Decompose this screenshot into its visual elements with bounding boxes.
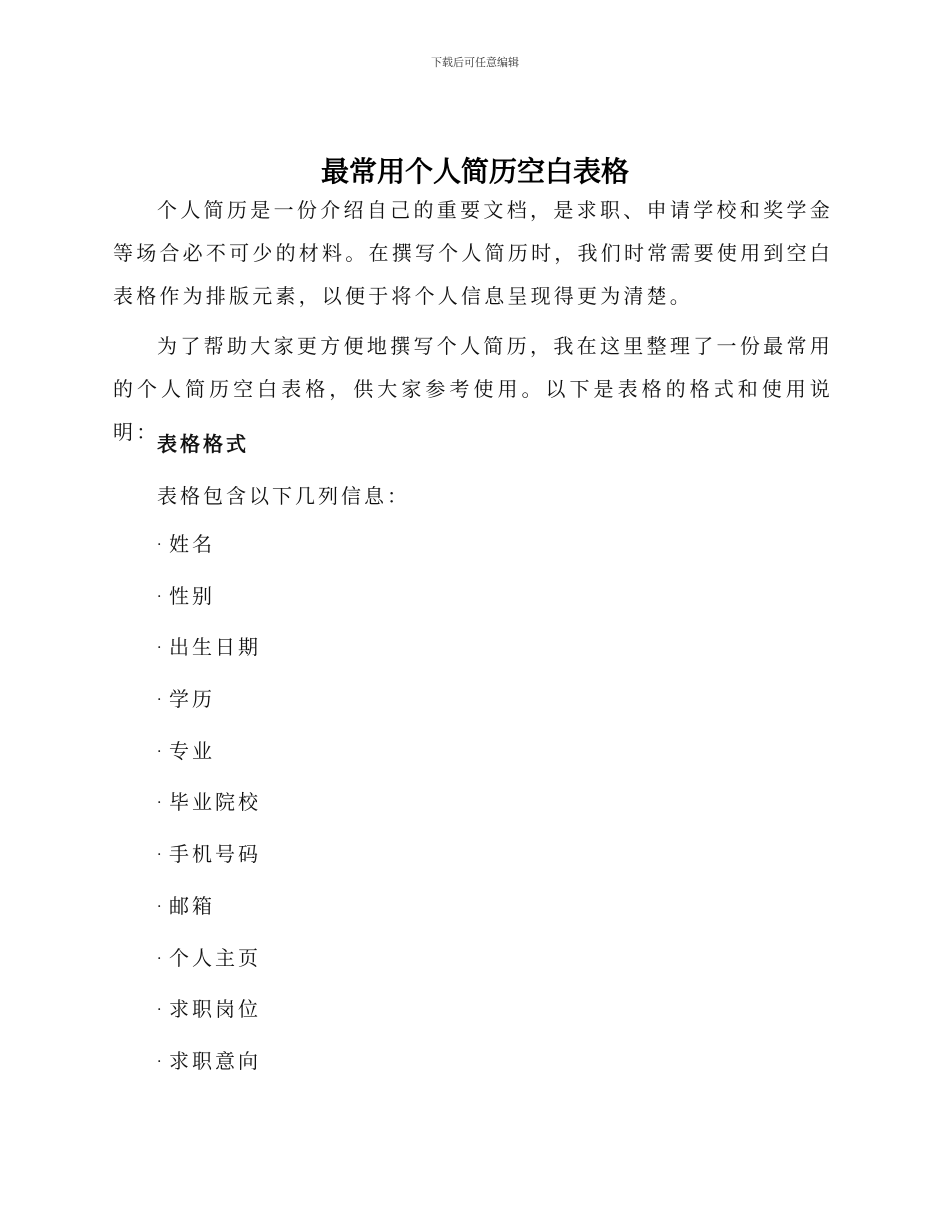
list-item-label: 学历 bbox=[169, 687, 215, 712]
list-item bbox=[157, 532, 261, 584]
document-title: 最常用个人简历空白表格 bbox=[320, 155, 629, 188]
list-item-label: 求职岗位 bbox=[169, 997, 261, 1022]
bullet-icon: · bbox=[157, 795, 165, 812]
list-item-label: 邮箱 bbox=[169, 893, 215, 918]
list-item bbox=[157, 997, 261, 1049]
bullet-icon: · bbox=[157, 640, 165, 657]
bullet-icon: · bbox=[157, 898, 165, 915]
list-item bbox=[157, 635, 261, 687]
list-item bbox=[157, 790, 261, 842]
list-item bbox=[157, 739, 261, 791]
list-item-label: 个人主页 bbox=[169, 945, 261, 970]
list-item bbox=[157, 842, 261, 894]
header-note: 下载后可任意编辑 bbox=[431, 56, 519, 69]
list-item-label: 出生日期 bbox=[169, 635, 261, 660]
section-heading: 表格格式 bbox=[157, 432, 249, 456]
field-list bbox=[157, 532, 261, 1101]
list-item bbox=[157, 687, 261, 739]
bullet-icon: · bbox=[157, 537, 165, 553]
paragraph-purpose: 为了帮助大家更方便地撰写个人简历，我在这里整理了一份最常用的个人简历空白表格，供大家参考使用。以下是表格的格式和使用说明： bbox=[113, 334, 833, 444]
bullet-icon: · bbox=[157, 588, 165, 605]
paragraph-intro: 个人简历是一份介绍自己的重要文档，是求职、申请学校和奖学金等场合必不可少的材料。在撰写个人简历时，我们时常需要使用到空白表格作为排版元素，以便于将个人信息呈现得更为清楚。 bbox=[113, 198, 833, 308]
list-item-label: 姓名 bbox=[169, 532, 215, 556]
list-item bbox=[157, 584, 261, 636]
bullet-icon: · bbox=[157, 743, 165, 760]
bullet-icon: · bbox=[157, 1002, 165, 1019]
list-item bbox=[157, 894, 261, 946]
bullet-icon: · bbox=[157, 1053, 165, 1070]
section-intro: 表格包含以下几列信息： bbox=[157, 484, 410, 508]
list-item bbox=[157, 1049, 261, 1101]
list-item bbox=[157, 946, 261, 998]
list-item-label: 手机号码 bbox=[169, 842, 261, 867]
bullet-icon: · bbox=[157, 692, 165, 709]
bullet-icon: · bbox=[157, 847, 165, 864]
list-item-label: 求职意向 bbox=[169, 1048, 261, 1073]
list-item-label: 专业 bbox=[169, 738, 215, 763]
list-item-label: 性别 bbox=[169, 583, 215, 608]
bullet-icon: · bbox=[157, 950, 165, 967]
list-item-label: 毕业院校 bbox=[169, 790, 261, 815]
